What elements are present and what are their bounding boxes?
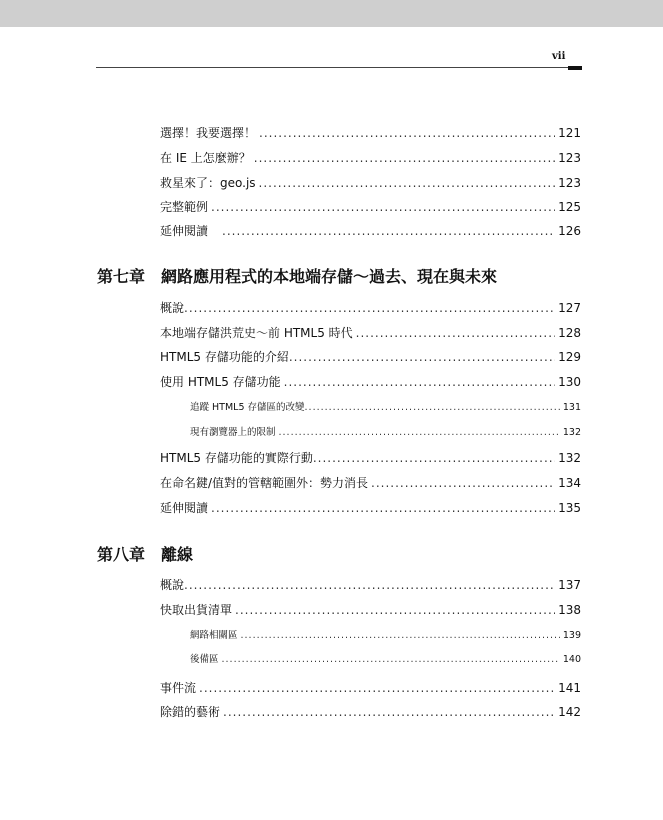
toc-entry-page: 130 [558,375,581,389]
toc-entry-page: 127 [558,301,581,315]
toc-entry-page: 125 [558,200,581,214]
chapter-number: 第八章 [97,545,146,564]
toc-entry-title: 救星來了：geo.js [160,176,256,190]
toc-leader-dots [289,350,555,364]
toc-leader-dots [223,705,555,719]
toc-leader-dots [279,427,560,438]
toc-leader-dots [211,501,555,515]
chapter-number: 第七章 [97,267,146,286]
toc-entry-page: 121 [558,126,581,140]
toc-entry-title: 在命名鍵/值對的管轄範圍外：勢力消長 [160,476,369,490]
toc-leader-dots [254,151,555,165]
toc-leader-dots [184,301,555,315]
toc-entry-title: 後備區 [190,654,219,665]
page-number: vii [552,51,566,62]
header-rule-marker [568,66,582,70]
toc-entry-title: 追蹤 HTML5 存儲區的改變 [190,402,305,413]
toc-entry[interactable] [160,576,581,593]
toc-leader-dots [235,603,555,617]
toc-entry-title: 延伸閱讀 [160,224,209,238]
toc-entry-page: 142 [558,705,581,719]
toc-entry[interactable] [160,449,581,466]
toc-entry-page: 137 [558,578,581,592]
toc-leader-dots [199,681,555,695]
toc-entry-title: 使用 HTML5 存儲功能 [160,375,281,389]
toc-entry-page: 138 [558,603,581,617]
toc-leader-dots [313,451,555,465]
toc-entry-title: 選擇！我要選擇！ [160,126,257,140]
toc-entry-title: 概說 [160,578,185,592]
toc-subentry[interactable] [190,651,581,665]
toc-entry[interactable] [160,499,581,516]
toc-entry-title: HTML5 存儲功能的實際行動 [160,451,313,465]
toc-leader-dots [305,402,560,413]
toc-leader-dots [211,200,555,214]
toc-entry-title: 延伸閱讀 [160,501,209,515]
toc-entry-page: 141 [558,681,581,695]
toc-entry-page: 129 [558,350,581,364]
toc-entry[interactable] [160,198,581,215]
toc-entry-page: 132 [562,427,581,438]
toc-entry-page: 134 [558,476,581,490]
toc-entry-page: 126 [558,224,581,238]
toc-entry-title: 網路相關區 [190,630,238,641]
chapter-heading[interactable] [97,264,497,287]
toc-entry-page: 132 [558,451,581,465]
header-rule [96,67,568,68]
toc-subentry[interactable] [190,627,581,641]
toc-leader-dots [222,224,555,238]
toc-entry[interactable] [160,149,581,166]
toc-entry-title: 快取出貨清單 [160,603,233,617]
toc-leader-dots [356,326,555,340]
toc-entry[interactable] [160,679,581,696]
toc-leader-dots [284,375,555,389]
toc-entry-title: 本地端存儲洪荒史～前 HTML5 時代 [160,326,353,340]
toc-entry[interactable] [160,222,581,239]
toc-entry-title: 概說 [160,301,185,315]
toc-entry[interactable] [160,324,581,341]
toc-subentry[interactable] [190,399,581,413]
toc-entry[interactable] [160,174,581,191]
toc-entry-title: 除錯的藝術 [160,705,221,719]
toc-entry[interactable] [160,601,581,618]
toc-entry-page: 128 [558,326,581,340]
toc-entry-page: 140 [562,654,581,665]
toc-entry-page: 135 [558,501,581,515]
toc-entry-page: 123 [558,176,581,190]
toc-subentry[interactable] [190,424,581,438]
toc-leader-dots [259,176,556,190]
toc-entry[interactable] [160,348,581,365]
toc-entry[interactable] [160,299,581,316]
toc-entry-page: 131 [562,402,581,413]
toc-entry[interactable] [160,474,581,491]
toc-leader-dots [184,578,555,592]
toc-entry-title: 在 IE 上怎麼辦？ [160,151,251,165]
chapter-title: 網路應用程式的本地端存儲～過去、現在與未來 [161,267,498,286]
toc-entry-title: 完整範例 [160,200,209,214]
toc-entry[interactable] [160,124,581,141]
toc-entry-title: 現有瀏覽器上的限制 [190,427,276,438]
toc-entry-page: 139 [562,630,581,641]
toc-leader-dots [222,654,560,665]
toc-leader-dots [241,630,560,641]
toc-leader-dots [371,476,555,490]
toc-entry[interactable] [160,373,581,390]
toc-entry[interactable] [160,703,581,720]
toc-leader-dots [259,126,555,140]
toc-entry-title: 事件流 [160,681,197,695]
chapter-heading[interactable] [97,542,193,565]
chapter-title: 離線 [161,545,194,564]
top-gray-bar [0,0,663,27]
toc-entry-title: HTML5 存儲功能的介紹 [160,350,289,364]
toc-entry-page: 123 [558,151,581,165]
